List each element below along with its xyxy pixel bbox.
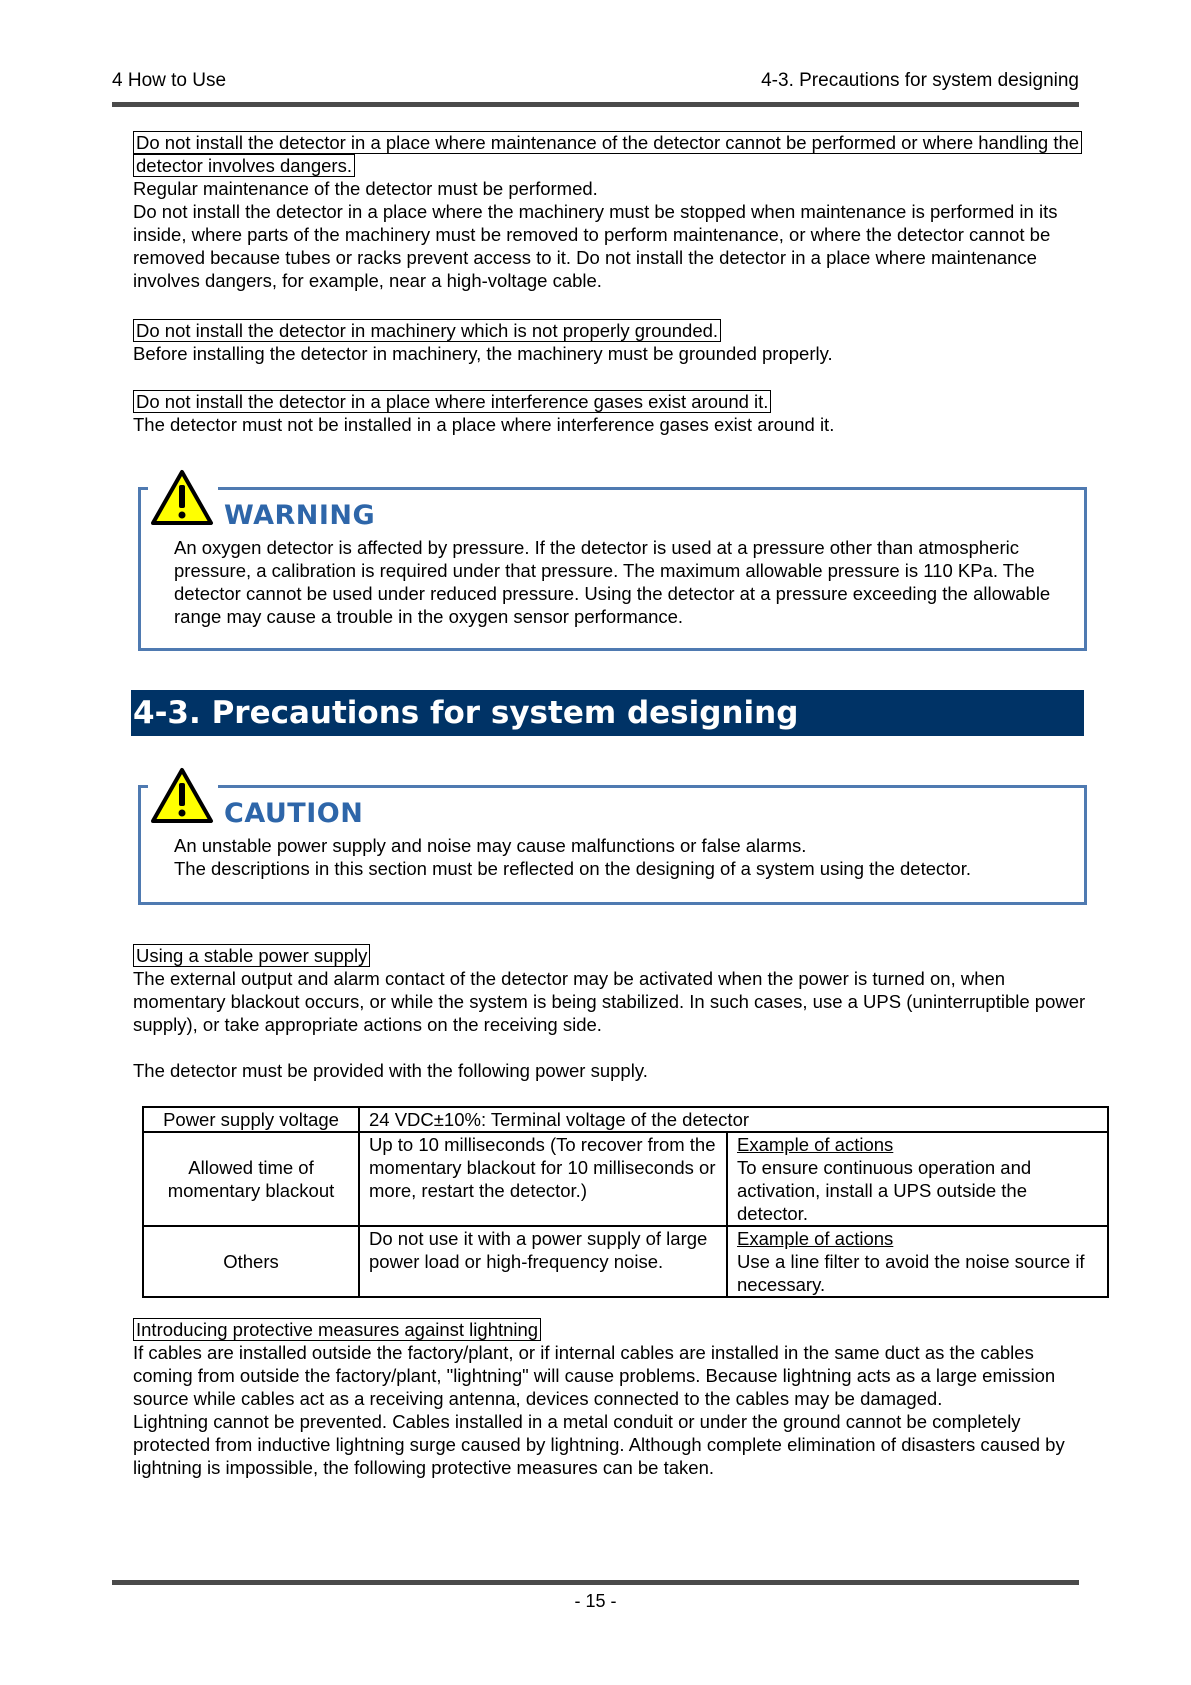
actions-text: To ensure continuous operation and activation, install a UPS outside the detector. — [737, 1157, 1032, 1224]
table-label: Power supply voltage — [143, 1107, 359, 1132]
interference-body: The detector must not be installed in a place where interference gases exist around it. — [133, 414, 835, 435]
table-row — [143, 1132, 1108, 1226]
table-spec: Up to 10 milliseconds (To recover from the momentary blackout for 10 milliseconds or more, restart the detector.) — [359, 1132, 727, 1226]
actions-text: Use a line filter to avoid the noise source if necessary. — [737, 1251, 1085, 1295]
lightning-title: Introducing protective measures against lightning — [133, 1318, 541, 1341]
warning-triangle-icon — [149, 468, 215, 528]
header-section: 4-3. Precautions for system designing — [761, 70, 1079, 91]
lightning-line1: If cables are installed outside the factory/plant, or if internal cables are installed in the same duct as the cables coming from outside the factory/plant, "lightning" will cause problems. Because lightning acts as a large emission source while cables act as a receiving antenna, devices connected to the cables may be damaged. — [133, 1342, 1056, 1409]
interference-title: Do not install the detector in a place where interference gases exist around it. — [133, 390, 771, 413]
power-block — [133, 944, 1088, 1082]
grounding-block — [133, 319, 1088, 365]
table-value: 24 VDC±10%: Terminal voltage of the detector — [359, 1107, 1108, 1132]
actions-heading: Example of actions — [737, 1228, 894, 1249]
lightning-line2: Lightning cannot be prevented. Cables installed in a metal conduit or under the ground cannot be completely protected from inductive lightning surge caused by lightning. Although complete elimination of disasters caused by lightning is impossible, the following protective measures can be taken. — [133, 1411, 1065, 1478]
table-actions — [727, 1226, 1108, 1297]
caution-title: CAUTION — [224, 798, 364, 829]
interference-block — [133, 390, 1088, 436]
power-spec-table — [142, 1106, 1109, 1298]
grounding-body: Before installing the detector in machinery, the machinery must be grounded properly. — [133, 343, 833, 364]
warning-title: WARNING — [224, 500, 376, 531]
warning-text: An oxygen detector is affected by pressure. If the detector is used at a pressure other than atmospheric pressure, a calibration is required under that pressure. The maximum allowable pressure is 110 KPa. The detector cannot be used under reduced pressure. Using the detector at a pressure exceeding the allowable range may cause a trouble in the oxygen sensor performance. — [174, 537, 1051, 627]
power-title: Using a stable power supply — [133, 944, 370, 967]
table-actions — [727, 1132, 1108, 1226]
power-intro: The detector must be provided with the following power supply. — [133, 1060, 648, 1081]
grounding-title: Do not install the detector in machinery which is not properly grounded. — [133, 319, 721, 342]
table-label: Allowed time of momentary blackout — [143, 1132, 359, 1226]
power-body: The external output and alarm contact of the detector may be activated when the power is turned on, when momentary blackout occurs, or while the system is being stabilized. In such cases, use a UPS (uninterruptible power supply), or take appropriate actions on the receiving side. — [133, 968, 1086, 1035]
caution-text: An unstable power supply and noise may cause malfunctions or false alarms. The descriptions in this section must be reflected on the designing of a system using the detector. — [174, 835, 971, 879]
maintenance-line1: Regular maintenance of the detector must be performed. — [133, 178, 598, 199]
warning-triangle-icon — [149, 766, 215, 826]
table-row — [143, 1226, 1108, 1297]
table-spec: Do not use it with a power supply of large power load or high-frequency noise. — [359, 1226, 727, 1297]
table-row — [143, 1107, 1108, 1132]
maintenance-line2: Do not install the detector in a place where the machinery must be stopped when maintenance is performed in its inside, where parts of the machinery must be removed to perform maintenance, or where the detector cannot be removed because tubes or racks prevent access to it. Do not install the detector in a place where maintenance involves dangers, for example, near a high-voltage cable. — [133, 201, 1058, 291]
header-rule — [112, 102, 1079, 107]
lightning-block — [133, 1318, 1088, 1479]
actions-heading: Example of actions — [737, 1134, 894, 1155]
page-number: - 15 - — [574, 1591, 617, 1611]
maintenance-title: Do not install the detector in a place where maintenance of the detector cannot be performed or where handling the detector involves dangers. — [133, 131, 1082, 177]
section-heading: 4-3. Precautions for system designing — [131, 690, 1084, 736]
footer-rule — [112, 1580, 1079, 1585]
maintenance-block — [133, 131, 1088, 292]
header-chapter: 4 How to Use — [112, 70, 227, 91]
table-label: Others — [143, 1226, 359, 1297]
